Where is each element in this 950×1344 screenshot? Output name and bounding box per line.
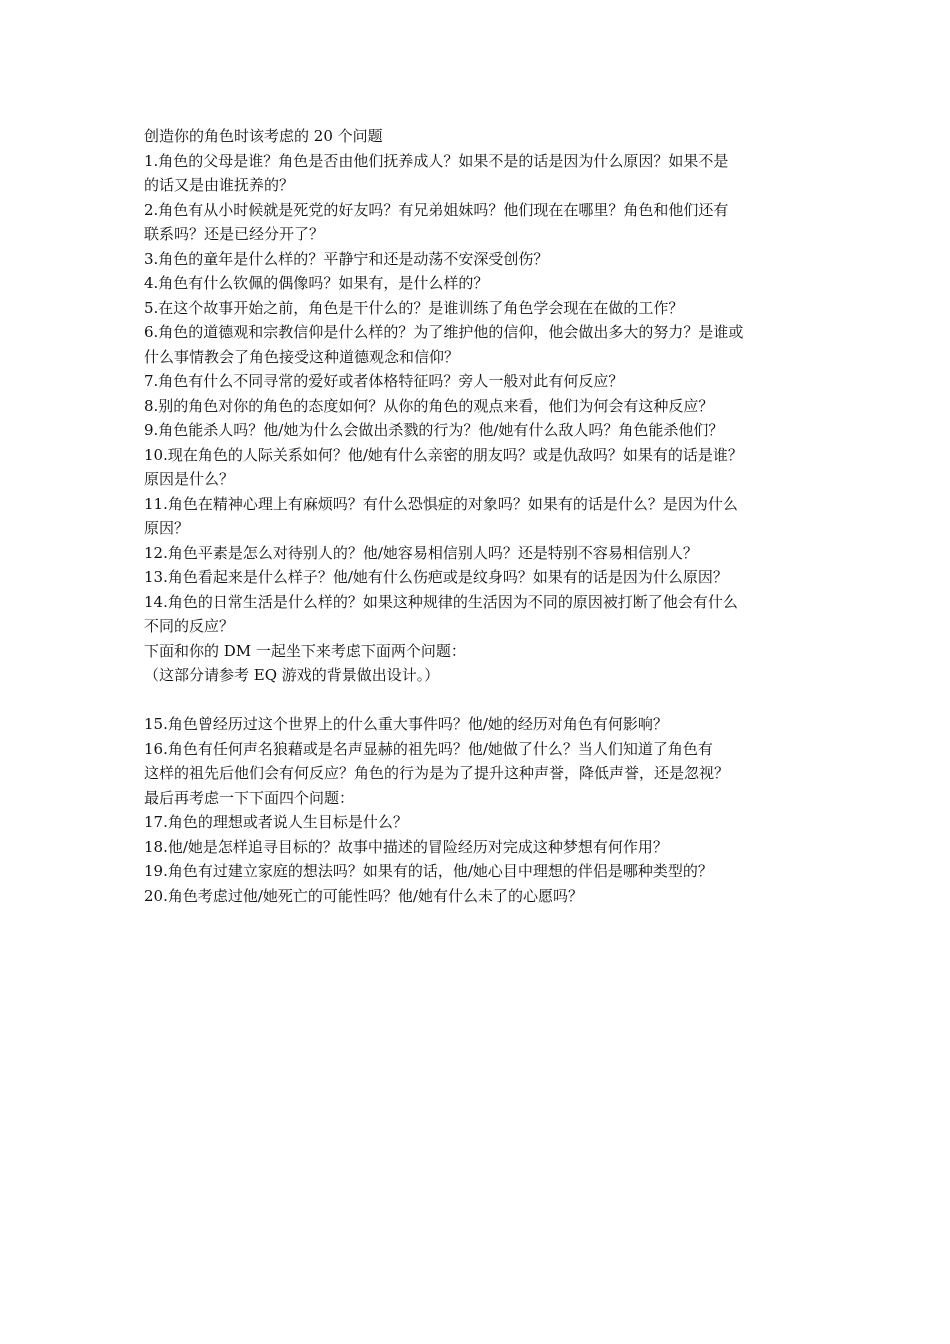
text-line: 1.角色的父母是谁？角色是否由他们抚养成人？如果不是的话是因为什么原因？如果不是: [144, 151, 729, 170]
text-line: （这部分请参考 EQ 游戏的背景做出设计。）: [144, 666, 440, 684]
text-line: 原因？: [144, 519, 190, 537]
text-line: 9.角色能杀人吗？他/她为什么会做出杀戮的行为？他/她有什么敌人吗？角色能杀他们？: [144, 421, 724, 439]
text-line: 10.现在角色的人际关系如何？他/她有什么亲密的朋友吗？或是仇敌吗？如果有的话是谁？: [144, 445, 743, 464]
document-body: [144, 124, 812, 908]
text-line: 原因是什么？: [144, 470, 235, 488]
text-line: 11.角色在精神心理上有麻烦吗？有什么恐惧症的对象吗？如果有的话是什么？是因为什么: [144, 494, 738, 513]
text-line: 14.角色的日常生活是什么样的？如果这种规律的生活因为不同的原因被打断了他会有什么: [144, 592, 738, 611]
blank-line: [144, 688, 812, 713]
text-line: 7.角色有什么不同寻常的爱好或者体格特征吗？旁人一般对此有何反应？: [144, 372, 624, 390]
document-title: 创造你的角色时该考虑的 20 个问题: [144, 127, 383, 145]
text-line: 17.角色的理想或者说人生目标是什么？: [144, 813, 408, 831]
text-line: 3.角色的童年是什么样的？平静宁和还是动荡不安深受创伤？: [144, 249, 549, 268]
text-line: 15.角色曾经历过这个世界上的什么重大事件吗？他/她的经历对角色有何影响？: [144, 715, 668, 733]
text-line: 4.角色有什么钦佩的偶像吗？如果有，是什么样的？: [144, 274, 489, 292]
text-line: 16.角色有任何声名狼藉或是名声显赫的祖先吗？他/她做了什么？当人们知道了角色有: [144, 739, 713, 758]
text-line: 什么事情教会了角色接受这种道德观念和信仰？: [144, 347, 460, 366]
text-line: 5.在这个故事开始之前，角色是干什么的？是谁训练了角色学会现在在做的工作？: [144, 298, 684, 317]
text-line: 2.角色有从小时候就是死党的好友吗？有兄弟姐妹吗？他们现在在哪里？角色和他们还有: [144, 200, 729, 219]
text-line: 8.别的角色对你的角色的态度如何？从你的角色的观点来看，他们为何会有这种反应？: [144, 396, 714, 415]
text-line: 13.角色看起来是什么样子？他/她有什么伤疤或是纹身吗？如果有的话是因为什么原因？: [144, 568, 728, 586]
text-line: 下面和你的 DM 一起坐下来考虑下面两个问题：: [144, 641, 466, 660]
text-line: 18.他/她是怎样追寻目标的？故事中描述的冒险经历对完成这种梦想有何作用？: [144, 837, 668, 856]
text-line: 6.角色的道德观和宗教信仰是什么样的？为了维护他的信仰，他会做出多大的努力？是谁或: [144, 323, 744, 341]
text-line: 联系吗？还是已经分开了？: [144, 225, 325, 243]
text-line: 最后再考虑一下下面四个问题：: [144, 788, 355, 807]
text-line: 20.角色考虑过他/她死亡的可能性吗？他/她有什么未了的心愿吗？: [144, 886, 583, 905]
text-line: 这样的祖先后他们会有何反应？角色的行为是为了提升这种声誉，降低声誉，还是忽视？: [144, 764, 730, 782]
text-line: 19.角色有过建立家庭的想法吗？如果有的话，他/她心目中理想的伴侣是哪种类型的？: [144, 862, 713, 880]
document-lines: [144, 149, 812, 909]
text-line: 12.角色平素是怎么对待别人的？他/她容易相信别人吗？还是特别不容易相信别人？: [144, 543, 698, 562]
text-line: 不同的反应？: [144, 617, 235, 635]
text-line: 的话又是由谁抚养的？: [144, 176, 295, 194]
